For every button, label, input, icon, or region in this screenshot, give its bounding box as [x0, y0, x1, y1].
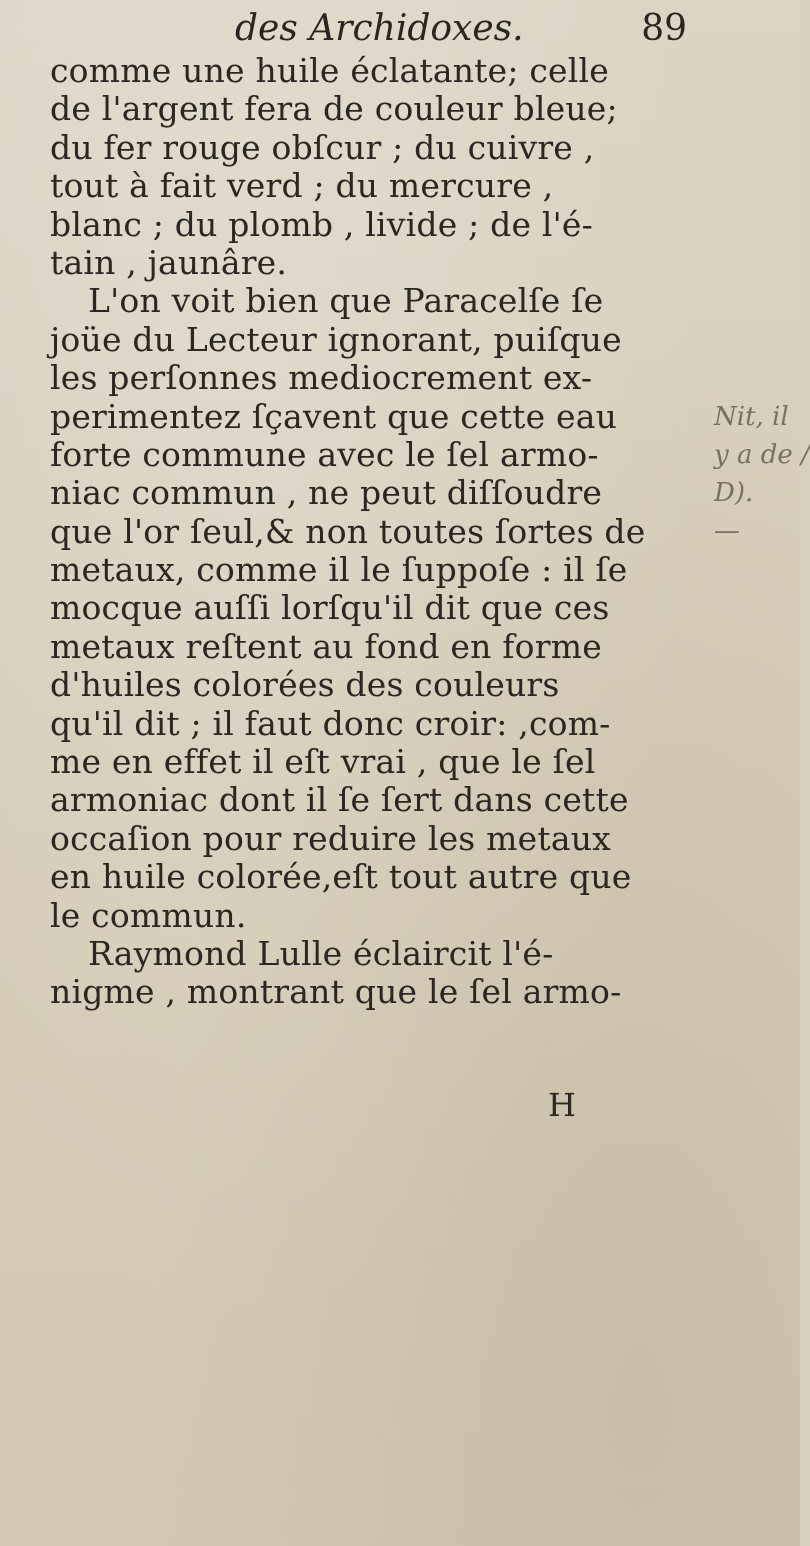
page-number: 89: [641, 8, 687, 49]
text-line: niac commun , ne peut diſſoudre: [50, 473, 603, 513]
text-line: tout à fait verd ; du mercure ,: [50, 166, 554, 206]
text-line: L'on voit bien que Paracelſe ſe: [88, 281, 604, 321]
text-line: blanc ; du plomb , livide ; de l'é-: [50, 204, 593, 244]
body-text: [50, 52, 750, 1012]
text-line: joüe du Lecteur ignorant, puiſque: [50, 319, 622, 359]
text-line: nigme , montrant que le ſel armo-: [50, 972, 622, 1012]
text-line: tain , jaunâre.: [50, 242, 288, 282]
margin-note-line: D).: [714, 478, 754, 508]
text-line: qu'il dit ; il faut donc croir: ,com-: [50, 703, 611, 743]
text-line: d'huiles colorées des couleurs: [50, 665, 560, 705]
text-line: en huile colorée,eſt tout autre que: [50, 857, 632, 897]
margin-note: [714, 398, 810, 546]
text-line: de l'argent fera de couleur bleue;: [50, 89, 618, 129]
text-line: comme une huile éclatante; celle: [50, 51, 609, 90]
margin-note-line: y a de /: [714, 440, 810, 470]
text-line: forte commune avec le ſel armo-: [50, 434, 599, 474]
margin-note-line: —: [714, 516, 740, 546]
text-line: me en effet il eſt vrai , que le ſel: [50, 742, 596, 782]
text-line: que l'or ſeul,& non toutes ſortes de: [50, 511, 646, 551]
running-title: des Archidoxes.: [235, 8, 524, 49]
text-line: mocque auſſi lorſqu'il dit que ces: [50, 588, 610, 628]
text-line: les perſonnes mediocrement ex-: [50, 358, 593, 398]
text-line: du fer rouge obſcur ; du cuivre ,: [50, 127, 595, 167]
margin-note-line: Nit, il: [714, 402, 789, 432]
text-line: armoniac dont il ſe ſert dans cette: [50, 780, 629, 820]
text-line: metaux, comme il le ſuppoſe : il ſe: [50, 550, 628, 590]
text-line: metaux reſtent au fond en forme: [50, 626, 602, 666]
text-line: occaſion pour reduire les metaux: [50, 818, 611, 858]
text-line: Raymond Lulle éclaircit l'é-: [88, 933, 554, 973]
text-line: le commun.: [50, 895, 247, 935]
running-head: [225, 6, 695, 50]
signature-mark: H: [548, 1086, 576, 1124]
text-line: perimentez ſçavent que cette eau: [50, 396, 618, 436]
